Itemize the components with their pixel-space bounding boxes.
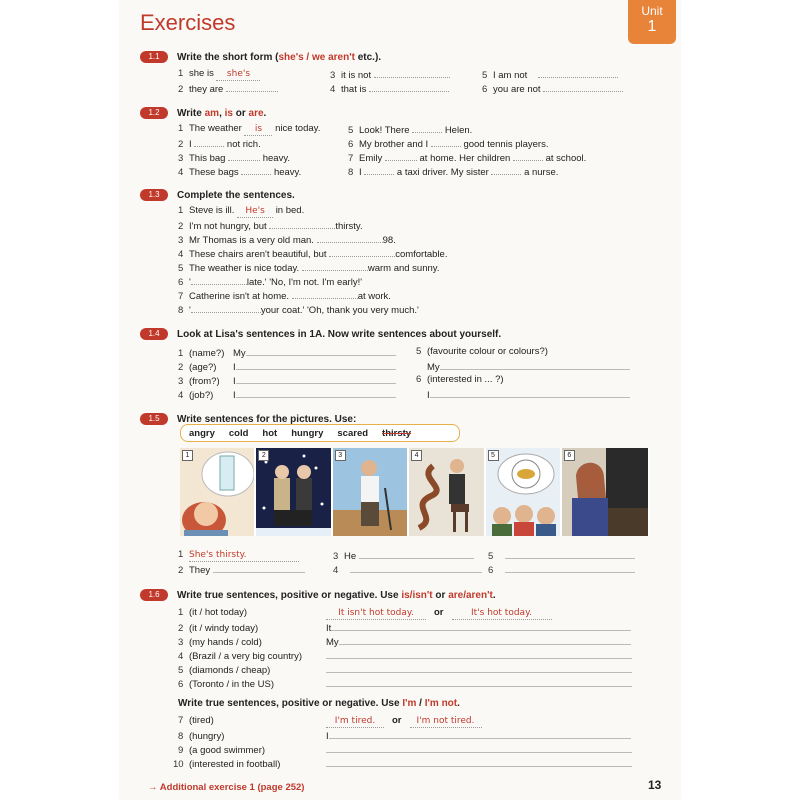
list-item: 3 This bag heavy. [178, 150, 290, 163]
example-answer: He's [237, 206, 273, 218]
list-item: 2 They [178, 562, 305, 575]
workbook-page [120, 0, 680, 800]
list-item: 2 I not rich. [178, 136, 261, 149]
exercise-instruction-2: Write true sentences, positive or negative. Use I'm / I'm not. [178, 698, 460, 709]
list-item: 10 (interested in football) [178, 756, 632, 769]
exercise-badge: 1.5 [140, 413, 168, 425]
example-answer: I'm tired. [326, 716, 384, 728]
example-answer: I'm not tired. [410, 716, 482, 728]
picture-scared-man: 4 [409, 448, 485, 536]
exercise-1-4 [140, 327, 660, 401]
list-item: 3 Mr Thomas is a very old man. 98. [178, 232, 396, 245]
list-item: 4 These chairs aren't beautiful, but comfortable. [178, 246, 447, 259]
exercise-instruction: Write am, is or are. [177, 107, 267, 119]
list-item: My [427, 359, 630, 372]
word-box [180, 424, 460, 442]
picture-strip [180, 448, 650, 536]
exercise-badge: 1.3 [140, 189, 168, 201]
list-item: 6 (interested in ... ?) [416, 374, 504, 385]
list-item: 5 [488, 548, 635, 561]
example-answer: is [244, 124, 272, 136]
list-item: 3 (my hands / cold) My [178, 634, 631, 647]
exercise-1-1 [140, 50, 660, 98]
picture-cold-men: 2 [256, 448, 332, 536]
exercise-badge: 1.6 [140, 589, 168, 601]
list-item: 4 (job?) I [178, 387, 396, 400]
list-item: 5 (diamonds / cheap) [178, 662, 632, 675]
list-item: 8 ' your coat.' 'Oh, thank you very much.' [178, 302, 419, 315]
exercise-instruction: Write sentences for the pictures. Use: [177, 413, 357, 425]
example-answer: She's thirsty. [189, 550, 299, 562]
exercise-badge: 1.2 [140, 107, 168, 119]
list-item: 8 (hungry) I [178, 728, 631, 741]
list-item: 3 He [333, 548, 474, 561]
list-item: 2 (age?) I [178, 359, 396, 372]
list-item: 2 I'm not hungry, but thirsty. [178, 218, 363, 231]
page-number: 13 [648, 778, 662, 792]
list-item: 5 Look! There Helen. [348, 122, 472, 135]
exercise-1-3 [140, 188, 660, 318]
picture-thirsty-woman: 1 [180, 448, 256, 536]
list-item: 2 (it / windy today) It [178, 620, 631, 633]
word-option: cold [228, 427, 249, 439]
word-option: hungry [291, 427, 324, 439]
example-answer: she's [216, 69, 260, 81]
additional-exercise-link[interactable]: → Additional exercise 1 (page 252) [148, 782, 305, 793]
list-item: 5 (favourite colour or colours?) [416, 346, 548, 357]
list-item: 4 [333, 562, 482, 575]
list-item: 1 (name?) My [178, 345, 396, 358]
word-option: angry [189, 427, 215, 439]
exercise-1-6 [140, 588, 660, 770]
picture-hungry-children: 5 [486, 448, 562, 536]
unit-tab [628, 0, 676, 44]
picture-hot-man: 3 [333, 448, 409, 536]
page-title: Exercises [140, 10, 236, 35]
list-item: 7 (tired) I'm tired. or I'm not tired. [178, 714, 482, 727]
word-option-used: thirsty [382, 427, 412, 439]
exercise-instruction: Write true sentences, positive or negative. Use is/isn't or are/aren't. [177, 589, 496, 601]
list-item: 3 it is not [330, 67, 450, 80]
list-item: I [427, 387, 630, 400]
exercise-badge: 1.1 [140, 51, 168, 63]
exercise-instruction: Complete the sentences. [177, 189, 295, 201]
word-option: hot [262, 427, 278, 439]
exercise-instruction: Look at Lisa's sentences in 1A. Now write sentences about yourself. [177, 328, 502, 340]
list-item: 6 ' late.' 'No, I'm not. I'm early!' [178, 274, 362, 287]
unit-number: 1 [647, 18, 657, 35]
exercise-1-5 [140, 412, 660, 576]
list-item: 1 (it / hot today) It isn't hot today. or It's hot today. [178, 606, 552, 619]
list-item: 6 (Toronto / in the US) [178, 676, 632, 689]
exercise-badge: 1.4 [140, 328, 168, 340]
list-item: 5 I am not [482, 67, 618, 80]
list-item: 1 The weather is nice today. [178, 123, 321, 134]
list-item: 1 Steve is ill. He's in bed. [178, 205, 305, 216]
list-item: 4 that is [330, 81, 449, 94]
picture-angry-woman: 6 [562, 448, 650, 536]
list-item: 9 (a good swimmer) [178, 742, 632, 755]
list-item: 2 they are [178, 81, 278, 94]
word-option: scared [337, 427, 369, 439]
exercise-instruction: Write the short form (she's / we aren't etc.). [177, 51, 382, 63]
list-item: 5 The weather is nice today. warm and sunny. [178, 260, 439, 273]
list-item: 4 (Brazil / a very big country) [178, 648, 632, 661]
list-item: 6 you are not [482, 81, 623, 94]
list-item: 7 Catherine isn't at home. at work. [178, 288, 391, 301]
list-item: 4 These bags heavy. [178, 164, 301, 177]
list-item: 6 My brother and I good tennis players. [348, 136, 548, 149]
list-item: 6 [488, 562, 635, 575]
list-item: 3 (from?) I [178, 373, 396, 386]
list-item: 7 Emily at home. Her children at school. [348, 150, 586, 163]
example-answer: It's hot today. [452, 608, 552, 620]
list-item: 8 I a taxi driver. My sister a nurse. [348, 164, 558, 177]
list-item: 1 she is she's [178, 67, 260, 80]
example-answer: It isn't hot today. [326, 608, 426, 620]
unit-label: Unit [641, 4, 663, 18]
list-item: 1 She's thirsty. [178, 548, 299, 561]
exercise-1-2 [140, 106, 660, 178]
